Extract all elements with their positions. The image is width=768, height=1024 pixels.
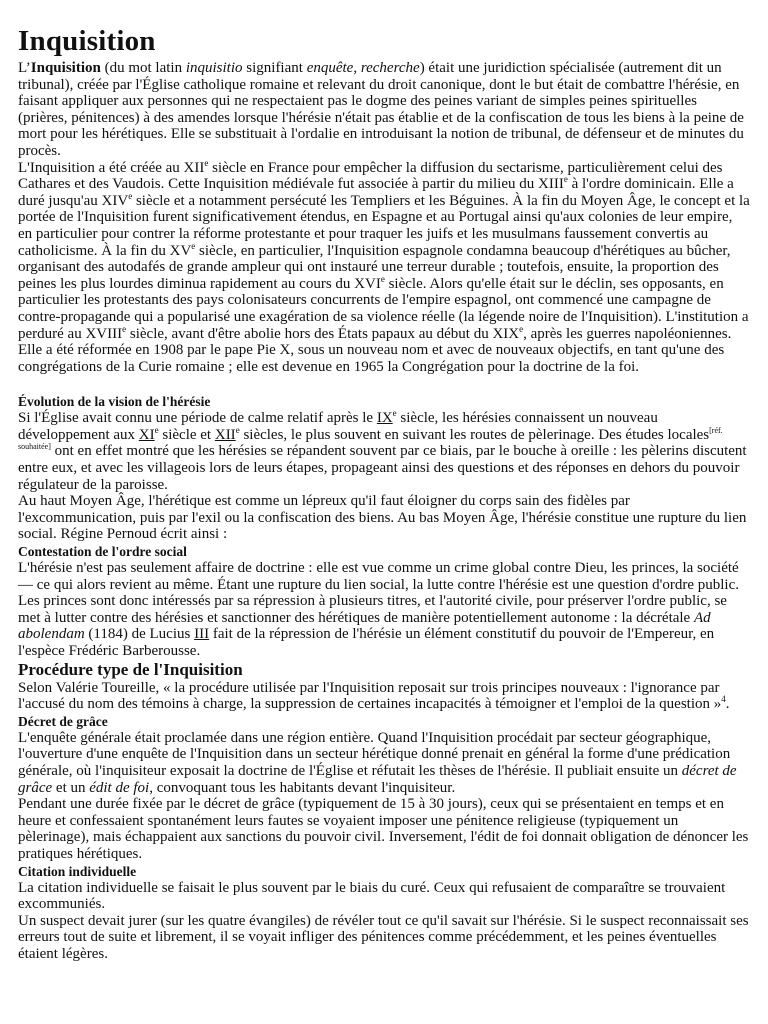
- superscript: e: [154, 424, 159, 435]
- decret-paragraph-2: Pendant une durée fixée par le décret de grâce (typiquement de 15 à 30 jours), ceux qui se présentaient en temps et en heure et confessaient spontanément leurs fautes se voyaient imposer une pénitence religieuse (typiquement un pèlerinage), mais échappaient aux sanctions du pouvoir civil. Inversement, l'édit de foi donnait obligation de dénoncer les pratiques hérétiques.: [18, 796, 749, 862]
- section-heading-procedure: Procédure type de l'Inquisition: [18, 659, 243, 679]
- superscript: e: [235, 424, 240, 435]
- subsection-heading-contestation: Contestation de l'ordre social: [18, 544, 187, 560]
- text-run: siècle en France pour empêcher la diffusion du sectarisme, particulièrement celui des Cathares et des Vaudois. Cette Inquisition médiévale fut associée à partir du milieu du XIII: [18, 159, 723, 193]
- procedure-paragraph: [18, 680, 750, 713]
- italic-term: décret de grâce: [18, 762, 737, 796]
- text-run: L'hérésie n'est pas seulement affaire de doctrine : elle est vue comme un crime global contre Dieu, les princes, la société — ce qui alors revient au même. Étant une rupture du lien social, la lutte contre l'hérésie est une question d'ordre public. Les princes sont donc intéressés par sa répression à plusieurs titres, et l'autorité civile, pour préserver l'ordre public, se met à lutter contre des hérésies et sanctionner des hérétiques de manière potentiellement autonome : la décrétale: [18, 560, 740, 626]
- century-link[interactable]: XII: [214, 426, 236, 443]
- text-run: , convoquant tous les habitants devant l'inquisiteur.: [149, 779, 456, 796]
- superscript: e: [128, 190, 133, 201]
- intro-paragraph-2: [18, 157, 750, 376]
- superscript: e: [191, 240, 196, 251]
- subsection-heading-decret: Décret de grâce: [18, 713, 108, 729]
- superscript: e: [392, 408, 397, 419]
- text-run: siècle et: [158, 426, 215, 443]
- italic-term: édit de foi: [89, 779, 150, 796]
- italic-term: enquête: [306, 60, 354, 76]
- superscript: e: [380, 273, 385, 284]
- evolution-paragraph-1: [18, 410, 750, 493]
- text-run: (1184) de Lucius: [84, 626, 195, 643]
- text-run: siècles, le plus souvent en suivant les routes de pèlerinage. Des études locales: [239, 426, 710, 443]
- text-run: siècle, les hérésies connaissent un nouveau développement aux: [18, 410, 658, 443]
- section-heading-evolution: Évolution de la vision de l'hérésie: [18, 394, 211, 410]
- pope-number-link[interactable]: III: [194, 626, 210, 643]
- text-run: siècle. Alors qu'elle était sur le déclin, ses opposants, en particulier les protestants des pays colonisateurs concurrents de l'empire espagnol, ont commencé une campagne de contre-propagande qui a popularisé une exagération de sa violence réelle (la légende noire de l'Inquisition). L'institution a perduré au XVIII: [18, 275, 749, 342]
- bold-term: Inquisition: [30, 60, 101, 76]
- subsection-heading-citation: Citation individuelle: [18, 863, 137, 879]
- citation-paragraph-1: La citation individuelle se faisait le plus souvent par le biais du curé. Ceux qui refusaient de comparaître se trouvaient excommuniés.: [18, 879, 726, 913]
- text-run: siècle, en particulier, l'Inquisition espagnole condamna beaucoup d'hérétiques au bûcher, organisant des autodafés de grande ampleur qui ont instauré une terreur durable ; toutefois, ensuite, la proportion des peines les plus lourdes diminua rapidement au cours du XVI: [18, 242, 731, 292]
- century-link[interactable]: XI: [138, 426, 155, 443]
- italic-term: recherche: [360, 60, 420, 76]
- evolution-paragraph-2: Au haut Moyen Âge, l'hérétique est comme un lépreux qu'il faut éloigner du corps sain des fidèles par l'excommunication, puis par l'exil ou la confiscation des biens. Au bas Moyen Âge, l'hérésie constitue une rupture du lien social. Régine Pernoud écrit ainsi :: [18, 493, 747, 543]
- superscript: e: [204, 157, 209, 168]
- text-run: siècle, avant d'être abolie hors des États papaux au début du XIX: [126, 325, 520, 342]
- italic-term: inquisitio: [185, 60, 243, 76]
- century-link[interactable]: IX: [376, 410, 393, 427]
- intro-paragraph-1: [18, 60, 750, 160]
- text-run: ont en effet montré que les hérésies se répandent souvent par ce biais, par le bouche à oreille : les pèlerins discutent entre eux, et avec les villageois lors de leurs étapes, propageant ainsi des questions et des réponses en dehors du pouvoir régulateur de la paroisse.: [18, 443, 747, 493]
- citation-paragraph-2: Un suspect devait jurer (sur les quatre évangiles) de révéler tout ce qu'il savait sur l'hérésie. Si le suspect reconnaissait ses erreurs tout de suite et librement, il se voyait infliger des pénitences comme précédemment, et les peines éventuelles étaient légères.: [18, 912, 749, 962]
- italic-term: Ad abolendam: [18, 609, 711, 643]
- text-run: , après les guerres napoléoniennes. Elle a été réformée en 1908 par le pape Pie X, sous un nouveau nom et avec de nouveaux objectifs, en tant qu'une des congrégations de la Curie romaine ; elle est devenue en 1965 la Congrégation pour la doctrine de la foi.: [18, 325, 732, 375]
- text-run: ,: [353, 60, 361, 76]
- text-run: L'enquête générale était proclamée dans une région entière. Quand l'Inquisition procédait par secteur géographique, l'ouverture d'une enquête de l'Inquisition dans un secteur hérétique donné prenait en général la forme d'une prédication générale, où l'inquisiteur exposait la doctrine de l'Église et réfutait les thèses de l'hérésie. Il publiait ensuite un: [18, 729, 731, 779]
- text-run: (du mot latin: [100, 60, 186, 76]
- section-spacer: [18, 375, 750, 393]
- text-run: ) était une juridiction spécialisée (autrement dit un tribunal), créée par l'Église catholique romaine et relevant du droit canonique, dont le but était de combattre l'hérésie, en faisant appliquer aux personnes qui ne respectaient pas le dogme des peines variant de simples peines spirituelles (prières, pénitences) à des amendes lorsque l'hérésie n'était pas établie et de la confiscation de tous les biens à la peine de mort pour les hérétiques. Elle se substituait à l'ordalie en introduisant la notion de tribunal, de défenseur et de minutes du procès.: [18, 60, 744, 159]
- text-run: à l'ordre dominicain. Elle a duré jusqu'au XIV: [18, 176, 734, 209]
- text-run: L'Inquisition a été créée au XII: [18, 159, 205, 176]
- text-run: Si l'Église avait connu une période de calme relatif après le: [18, 410, 377, 427]
- citation-needed-note: [réf. souhaitée]: [18, 425, 723, 452]
- text-run: fait de la répression de l'hérésie un élément constitutif du pouvoir de l'Empereur, en l'espèce Frédéric Barberousse.: [18, 626, 715, 659]
- superscript: e: [519, 323, 524, 334]
- text-run: L’: [18, 60, 31, 76]
- contestation-paragraph: [18, 560, 750, 660]
- decret-paragraph-1: [18, 730, 750, 796]
- text-run: .: [725, 696, 730, 713]
- text-run: signifiant: [242, 60, 307, 76]
- superscript: e: [563, 174, 568, 185]
- superscript: e: [122, 323, 127, 334]
- footnote-reference[interactable]: 4: [721, 694, 726, 705]
- text-run: Selon Valérie Toureille, « la procédure utilisée par l'Inquisition reposait sur trois principes nouveaux : l'ignorance par l'accusé du nom des témoins à charge, la suppression de certaines incapacités à témoigner et l'emploi de la question »: [18, 679, 722, 713]
- text-run: siècle et a notamment persécuté les Templiers et les Béguines. À la fin du Moyen Âge, le concept et la portée de l'Inquisition furent significativement étendus, en Espagne et au Portugal ainsi qu'aux colonies de leur empire, en particulier pour contrer la réforme protestante et pour traquer les juifs et les musulmans faussement convertis au catholicisme. À la fin du XV: [18, 192, 750, 259]
- page-title: Inquisition: [18, 25, 156, 57]
- text-run: et un: [52, 779, 90, 796]
